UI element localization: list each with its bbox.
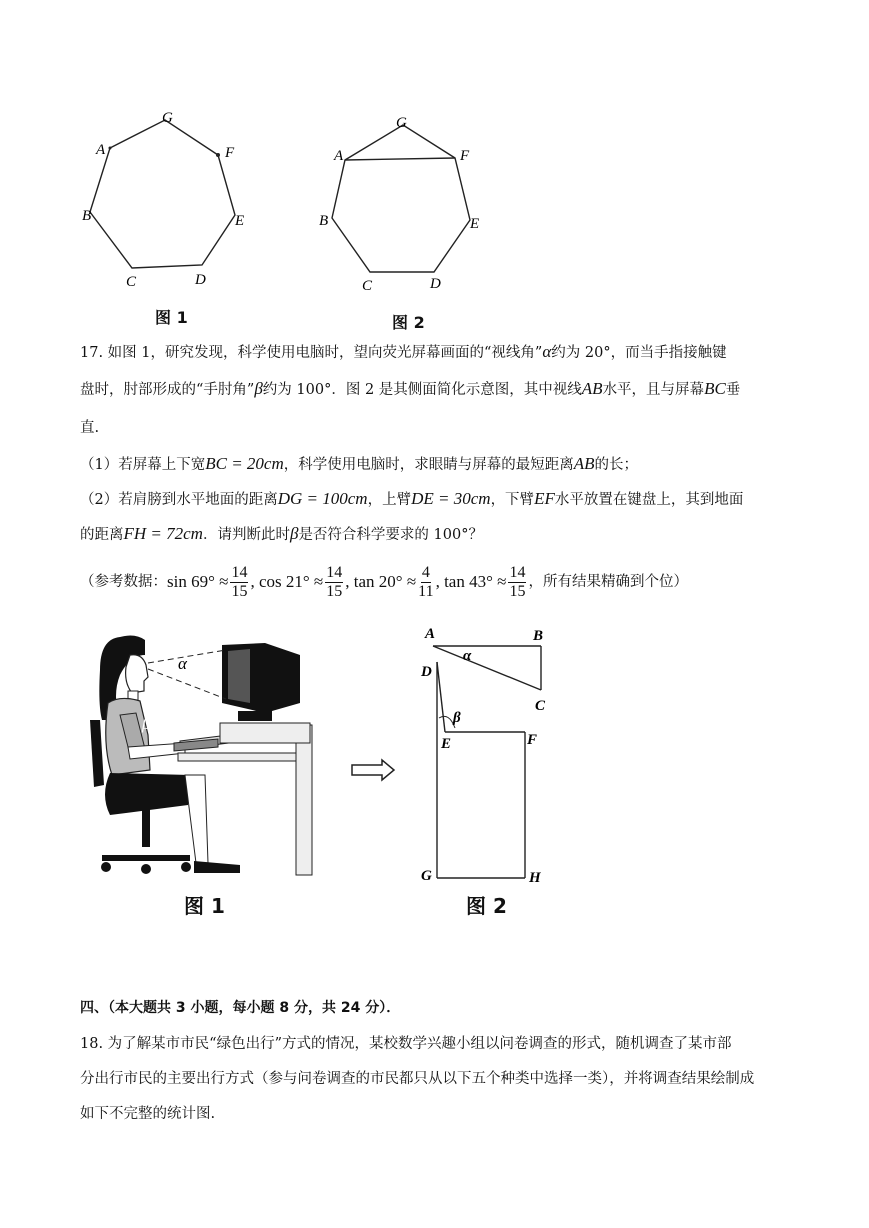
q18-line-2: 分出行市民的主要出行方式（参与问卷调查的市民都只从以下五个种类中选择一类），并将调查结果绘制成 xyxy=(80,1071,755,1087)
label-D: D xyxy=(421,664,432,680)
heptagon-figure-1 xyxy=(70,100,270,330)
q17-line-2: 盘时，肘部形成的“手肘角”β约为 100°．图 2 是其侧面简化示意图，其中视线AB水平，且与屏幕BC垂 xyxy=(80,379,741,398)
q17-part-2-line-2: 的距离FH = 72cm．请判断此时β是否符合科学要求的 100°？ xyxy=(80,524,483,543)
q17-line-3: 直. xyxy=(80,420,100,436)
label-E: E xyxy=(235,213,245,229)
q18-line-3: 如下不完整的统计图. xyxy=(80,1106,216,1122)
label-B: B xyxy=(533,628,544,644)
bottom-figure-2-caption: 图 2 xyxy=(466,894,507,918)
label-E: E xyxy=(470,216,480,232)
heptagon-figure-2 xyxy=(310,110,510,320)
label-A: A xyxy=(334,148,344,164)
label-B: B xyxy=(319,213,329,229)
bottom-figure-1-caption: 图 1 xyxy=(184,894,225,918)
label-F: F xyxy=(460,148,470,164)
arrow-right-icon xyxy=(350,758,398,782)
label-H: H xyxy=(529,870,541,886)
alpha-label: α xyxy=(463,648,472,664)
beta-label: β xyxy=(453,710,461,726)
figure-2-caption: 图 2 xyxy=(392,313,425,332)
q17-reference-data: （参考数据： sin 69° ≈ $\frac{14}{15}$ , cos 21° ≈ $\frac{14}{15}$ , tan 20° ≈ $\frac{4}{11}$ , tan 43° ≈ $\frac{14}{15}$ ，所有结果精确到个位） xyxy=(80,563,688,600)
label-C: C xyxy=(362,278,373,294)
label-A: A xyxy=(96,142,106,158)
fraction: $\frac{14}{15}$ xyxy=(326,563,343,600)
fraction: $\frac{14}{15}$ xyxy=(509,563,526,600)
label-G: G xyxy=(396,115,407,131)
q17-part-2-line-1: （2）若肩膀到水平地面的距离DG = 100cm，上臂DE = 30cm，下臂EF水平放置在键盘上，其到地面 xyxy=(80,489,744,508)
q17-line-1: 17. 如图 1，研究发现，科学使用电脑时，望向荧光屏幕画面的“视线角”α约为 20°，而当手指接触键 xyxy=(80,342,727,361)
q17-part-1: （1）若屏幕上下宽BC = 20cm，科学使用电脑时，求眼睛与屏幕的最短距离AB的长； xyxy=(80,454,639,473)
figure-1-caption: 图 1 xyxy=(155,308,188,327)
label-G: G xyxy=(162,110,173,126)
alpha-label: α xyxy=(178,654,187,673)
label-D: D xyxy=(195,272,206,288)
q18-line-1: 18. 为了解某市市民“绿色出行”方式的情况，某校数学兴趣小组以问卷调查的形式，随机调查了某市部 xyxy=(80,1036,732,1052)
side-view-diagram xyxy=(415,620,580,890)
label-F: F xyxy=(225,145,235,161)
label-E: E xyxy=(441,736,452,752)
label-B: B xyxy=(82,208,92,224)
label-D: D xyxy=(430,276,441,292)
section-4-heading: 四、（本大题共 3 小题，每小题 8 分，共 24 分）． xyxy=(80,1000,401,1016)
fraction: $\frac{4}{11}$ xyxy=(418,563,434,600)
computer-user-illustration xyxy=(90,625,325,885)
beta-label: β xyxy=(142,716,150,733)
label-A: A xyxy=(425,626,436,642)
label-C: C xyxy=(535,698,546,714)
label-G: G xyxy=(421,868,432,884)
label-F: F xyxy=(527,732,538,748)
label-C: C xyxy=(126,274,137,290)
fraction: $\frac{14}{15}$ xyxy=(231,563,248,600)
